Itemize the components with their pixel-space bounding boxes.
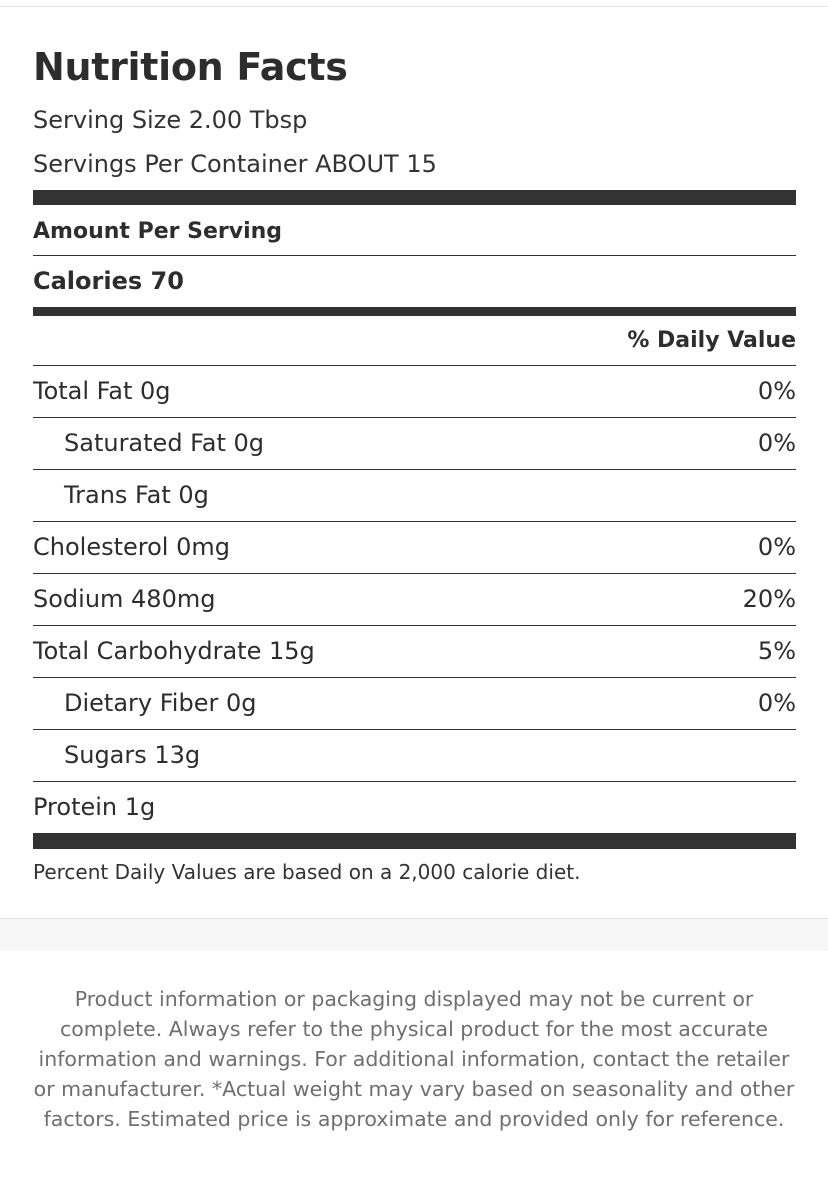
calories: Calories 70 — [33, 267, 184, 295]
nutrient-row-dietary-fiber — [33, 677, 796, 729]
section-divider — [0, 918, 828, 951]
nutrient-name: Sugars 13g — [64, 741, 201, 769]
serving-size: Serving Size 2.00 Tbsp — [33, 106, 308, 134]
product-disclaimer: Product information or packaging displayed may not be current or complete. Always refer to the physical product for the most accurate information and warnings. For additional information, contact the retailer or manufacturer. *Actual weight may vary based on seasonality and other factors. Estimated price is approximate and provided only for reference. — [33, 987, 795, 1131]
amount-per-serving: Amount Per Serving — [33, 219, 283, 244]
nutrient-name: Protein 1g — [33, 793, 156, 821]
nutrient-name: Saturated Fat 0g — [64, 429, 265, 457]
daily-value-header: % Daily Value — [627, 328, 796, 353]
nutrient-row-sugars — [33, 729, 796, 781]
thick-rule-bottom — [33, 833, 796, 849]
label-title: Nutrition Facts — [33, 45, 348, 89]
nutrient-name: Sodium 480mg — [33, 585, 216, 613]
nutrient-name: Total Fat 0g — [33, 377, 171, 405]
nutrient-name: Trans Fat 0g — [64, 481, 209, 509]
nutrition-panel — [0, 7, 828, 918]
nutrient-percent: 0% — [757, 689, 796, 717]
nutrient-row-total-carbohydrate — [33, 625, 796, 677]
daily-value-footnote: Percent Daily Values are based on a 2,000 calorie diet. — [33, 860, 581, 884]
nutrient-row-trans-fat — [33, 469, 796, 521]
nutrient-percent: 5% — [757, 637, 796, 665]
nutrient-percent: 0% — [757, 377, 796, 405]
thick-rule-top — [33, 190, 796, 205]
nutrient-row-sodium — [33, 573, 796, 625]
nutrient-row-total-fat — [33, 365, 796, 417]
nutrient-name: Total Carbohydrate 15g — [33, 637, 315, 665]
nutrient-name: Cholesterol 0mg — [33, 533, 230, 561]
nutrient-row-saturated-fat — [33, 417, 796, 469]
nutrient-row-protein — [33, 781, 796, 833]
nutrient-row-cholesterol — [33, 521, 796, 573]
nutrient-percent: 0% — [757, 429, 796, 457]
rule-amount — [33, 255, 796, 256]
nutrient-percent: 0% — [757, 533, 796, 561]
medium-rule-calories — [33, 307, 796, 316]
nutrient-name: Dietary Fiber 0g — [64, 689, 257, 717]
top-edge — [0, 0, 828, 7]
nutrient-percent: 20% — [742, 585, 796, 613]
servings-per-container: Servings Per Container ABOUT 15 — [33, 150, 437, 178]
